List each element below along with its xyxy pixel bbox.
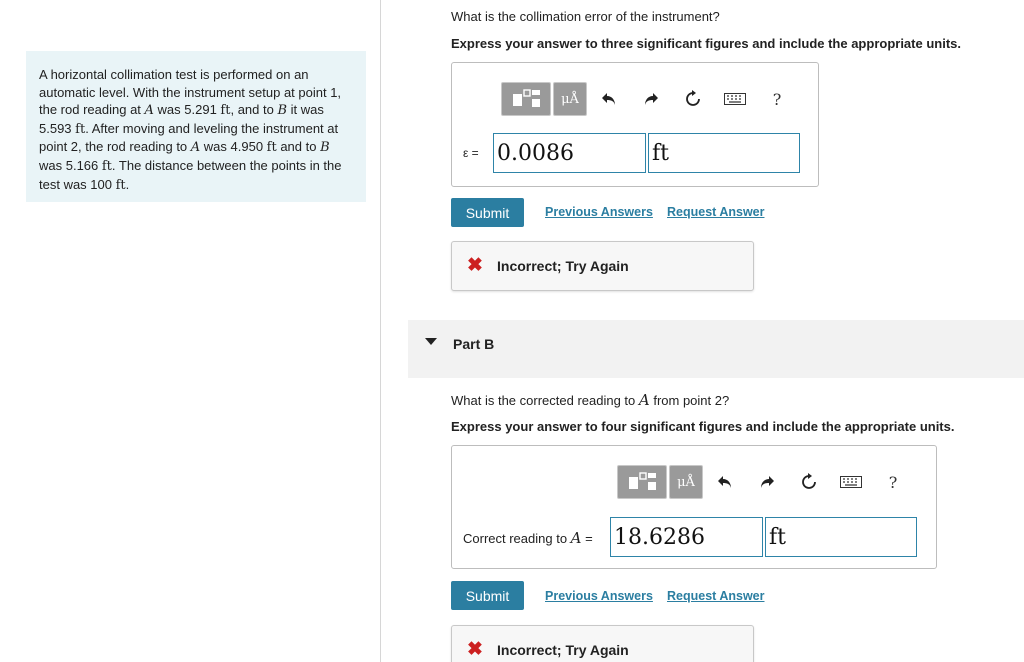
- error-icon: ✖: [467, 255, 483, 276]
- label-text: =: [581, 531, 593, 546]
- var-a: A: [638, 391, 650, 409]
- problem-text: was 5.166: [39, 157, 102, 173]
- part-b-feedback: [451, 625, 754, 662]
- part-a-request-answer-link[interactable]: Request Answer: [667, 205, 765, 219]
- part-a-question: What is the collimation error of the instrument?: [451, 9, 720, 24]
- part-b-value-input[interactable]: 18.6286: [610, 517, 763, 557]
- error-icon: ✖: [467, 639, 483, 660]
- var-b: B: [277, 103, 288, 119]
- part-a-submit-button[interactable]: Submit: [451, 198, 524, 227]
- part-b-toolbar: [617, 465, 907, 499]
- problem-text: , and to: [230, 102, 278, 118]
- units-icon[interactable]: μÅ: [553, 82, 587, 116]
- unit-ft: ft: [101, 158, 112, 174]
- unit-ft: ft: [115, 177, 126, 193]
- part-a-previous-answers-link[interactable]: Previous Answers: [545, 205, 653, 219]
- undo-icon[interactable]: [711, 468, 739, 496]
- part-b-question: [451, 391, 729, 409]
- problem-text: . The distance between the points in the test was 100: [39, 157, 342, 192]
- problem-text: .: [125, 176, 130, 192]
- problem-text: and to: [276, 139, 321, 155]
- part-a-unit-input[interactable]: ft: [648, 133, 800, 173]
- part-b-header[interactable]: [408, 320, 1024, 378]
- templates-icon[interactable]: [617, 465, 667, 499]
- unit-ft: ft: [220, 103, 231, 119]
- correct-reading-label: [463, 529, 593, 547]
- redo-icon[interactable]: [753, 468, 781, 496]
- units-icon[interactable]: μÅ: [669, 465, 703, 499]
- part-b-previous-answers-link[interactable]: Previous Answers: [545, 589, 653, 603]
- label-text: Correct reading to: [463, 531, 571, 546]
- undo-icon[interactable]: [595, 85, 623, 113]
- part-a-feedback: [451, 241, 754, 291]
- question-text: What is the corrected reading to: [451, 393, 639, 408]
- part-b-submit-button[interactable]: Submit: [451, 581, 524, 610]
- redo-icon[interactable]: [637, 85, 665, 113]
- epsilon-label: ε =: [463, 146, 479, 160]
- question-text: from point 2?: [649, 393, 730, 408]
- part-a-toolbar: [501, 82, 791, 116]
- problem-text: was 4.950: [200, 139, 267, 155]
- problem-text: it was 5.593: [39, 102, 324, 136]
- help-icon[interactable]: ?: [888, 472, 898, 492]
- part-b-request-answer-link[interactable]: Request Answer: [667, 589, 765, 603]
- templates-icon[interactable]: [501, 82, 551, 116]
- part-a-value-input[interactable]: 0.0086: [493, 133, 646, 173]
- unit-ft: ft: [75, 121, 86, 137]
- unit-ft: ft: [266, 140, 277, 156]
- var-a: A: [570, 529, 582, 547]
- keyboard-icon[interactable]: [837, 468, 865, 496]
- problem-text: was 5.291: [153, 102, 221, 118]
- var-a: A: [144, 103, 154, 119]
- part-a-instruction: Express your answer to three significant figures and include the appropriate units.: [451, 36, 961, 51]
- help-icon[interactable]: ?: [772, 89, 782, 109]
- problem-text: . After moving and leveling the instrument at point 2, the rod reading to: [39, 120, 339, 155]
- column-divider: [380, 0, 381, 662]
- reset-icon[interactable]: [795, 468, 823, 496]
- part-a-feedback-text: Incorrect; Try Again: [497, 258, 629, 274]
- var-a: A: [190, 140, 201, 156]
- part-b-instruction: Express your answer to four significant figures and include the appropriate units.: [451, 419, 955, 434]
- keyboard-icon[interactable]: [721, 85, 749, 113]
- part-b-unit-input[interactable]: ft: [765, 517, 917, 557]
- reset-icon[interactable]: [679, 85, 707, 113]
- var-b: B: [320, 140, 330, 156]
- part-b-title: Part B: [453, 336, 495, 352]
- collapse-caret-icon[interactable]: [425, 338, 437, 345]
- problem-statement: [26, 51, 366, 202]
- part-b-feedback-text: Incorrect; Try Again: [497, 642, 629, 658]
- problem-text: A horizontal collimation test is performed on an automatic level. With the instrument setup at point 1, the rod reading at: [39, 67, 342, 118]
